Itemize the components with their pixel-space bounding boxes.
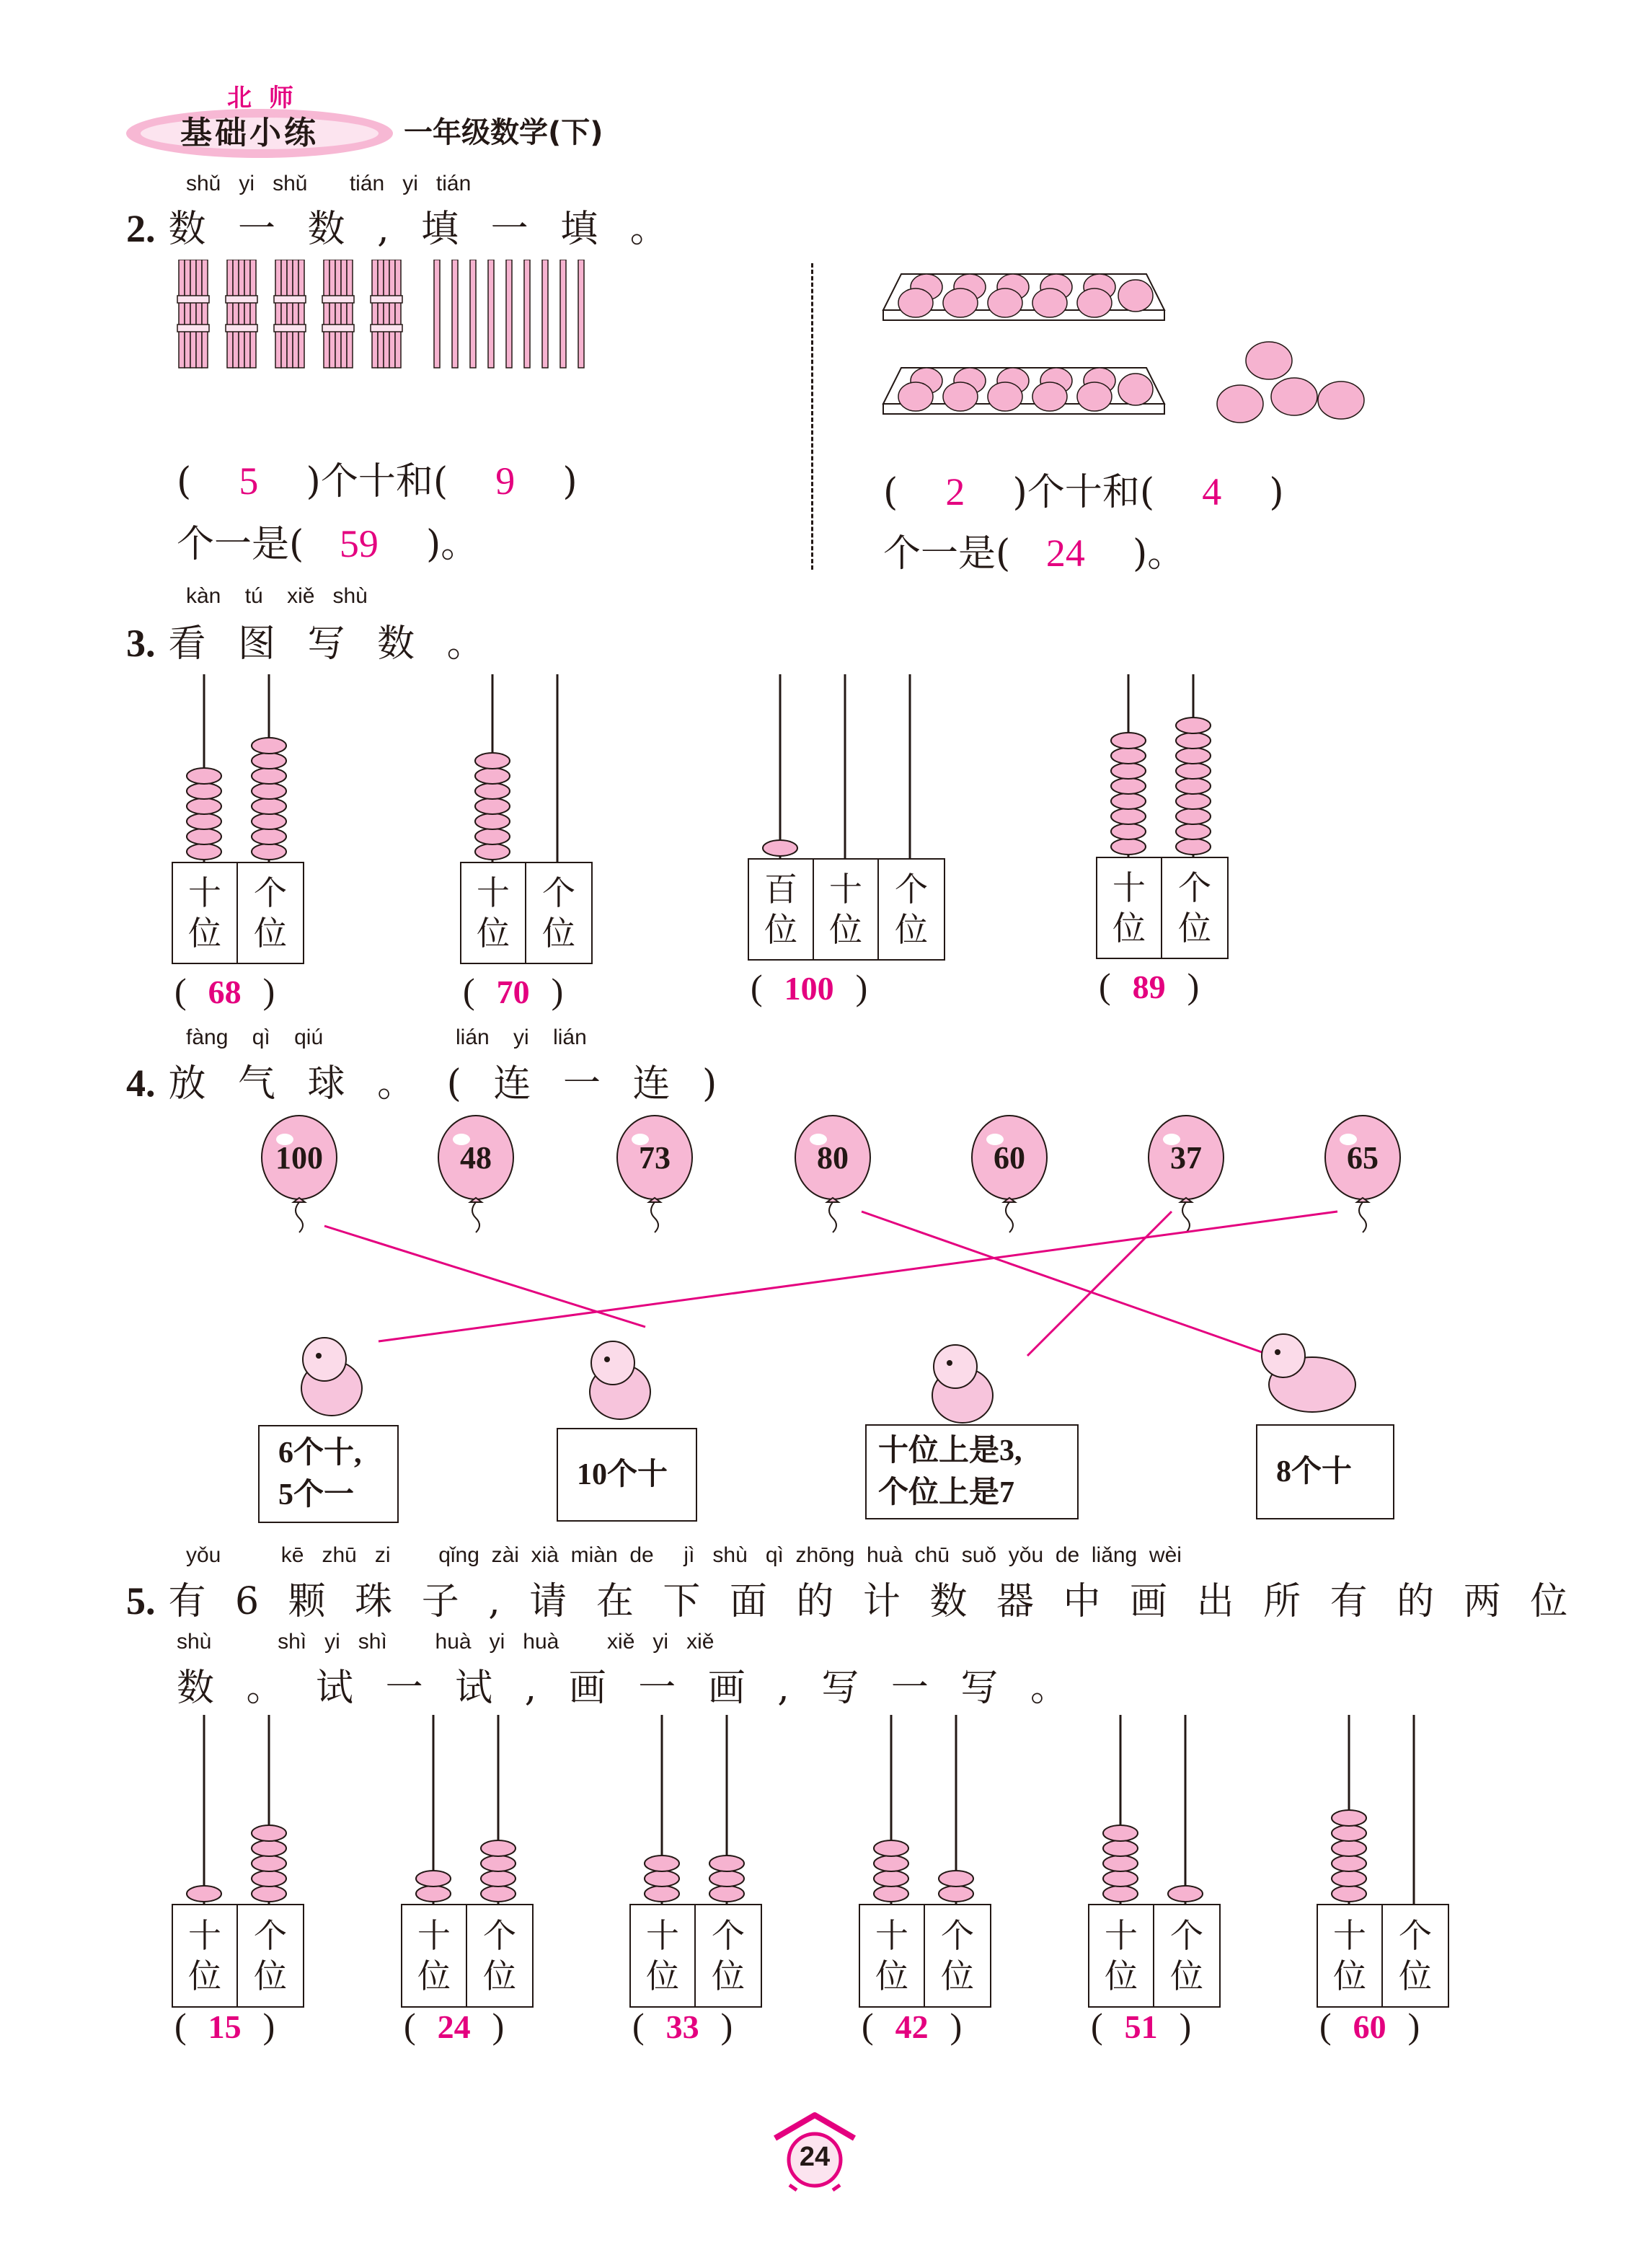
place-value-label bbox=[860, 1905, 925, 2006]
place-value-label-bottom: 位 bbox=[829, 910, 862, 949]
place-value-label bbox=[461, 863, 526, 963]
place-value-box bbox=[172, 1904, 304, 2008]
abacus-bead bbox=[252, 1825, 286, 1841]
match-line bbox=[379, 1212, 1337, 1341]
place-value-label bbox=[1162, 858, 1227, 958]
answer-parentheses: ( 70 ) bbox=[463, 971, 564, 1011]
place-value-label-bottom: 位 bbox=[1178, 909, 1211, 948]
abacus-rods bbox=[629, 1715, 759, 1905]
abacus-bead bbox=[1111, 778, 1146, 794]
answer-value: 60 bbox=[1353, 2008, 1386, 2045]
abacus-bead bbox=[1176, 718, 1211, 733]
abacus-bead bbox=[1103, 1871, 1138, 1887]
place-value-label-bottom: 位 bbox=[254, 1956, 287, 1995]
answer-value: 15 bbox=[208, 2008, 242, 2045]
place-value-label-top: 个 bbox=[1399, 1916, 1432, 1955]
place-value-label-bottom: 位 bbox=[417, 1956, 451, 1995]
abacus-bead bbox=[1103, 1886, 1138, 1902]
place-value-box bbox=[401, 1904, 534, 2008]
abacus-bead bbox=[252, 1840, 286, 1856]
place-value-label-top: 十 bbox=[188, 873, 221, 912]
answer-value: 51 bbox=[1124, 2008, 1158, 2045]
pinyin-q2: shǔ yi shǔ tián yi tián bbox=[186, 172, 472, 195]
abacus-bead bbox=[1111, 733, 1146, 749]
description-card bbox=[865, 1424, 1079, 1519]
abacus-rods bbox=[401, 1715, 531, 1905]
description-card bbox=[557, 1428, 697, 1522]
abacus-rods bbox=[1088, 1715, 1218, 1905]
abacus-rods bbox=[172, 674, 301, 863]
monkey-icon bbox=[932, 1345, 993, 1423]
abacus-bead bbox=[252, 783, 286, 799]
abacus-bead bbox=[252, 753, 286, 769]
answer-parentheses: ( 60 ) bbox=[1319, 2006, 1420, 2046]
abacus-bead bbox=[252, 1856, 286, 1871]
description-card bbox=[258, 1425, 399, 1523]
abacus-bead bbox=[187, 783, 221, 799]
place-value-label-top: 十 bbox=[875, 1916, 908, 1955]
abacus-rods bbox=[859, 1715, 988, 1905]
place-value-box bbox=[1096, 857, 1229, 959]
place-value-label-top: 个 bbox=[712, 1916, 745, 1955]
place-value-label-top: 个 bbox=[941, 1916, 974, 1955]
elephant-icon bbox=[1262, 1334, 1355, 1412]
place-value-box bbox=[172, 862, 304, 964]
place-value-label-top: 十 bbox=[1105, 1916, 1138, 1955]
abacus-bead bbox=[1111, 824, 1146, 839]
answer-ones-left: 9 bbox=[495, 459, 516, 503]
abacus-bead bbox=[1332, 1856, 1366, 1871]
dog-icon bbox=[301, 1338, 362, 1416]
stick-bundles-image bbox=[173, 260, 613, 375]
abacus-bead bbox=[187, 813, 221, 829]
answer-value: 42 bbox=[895, 2008, 929, 2045]
balloon bbox=[617, 1116, 692, 1232]
abacus-rods bbox=[460, 674, 590, 863]
answer-value: 70 bbox=[496, 974, 530, 1010]
abacus-bead bbox=[252, 829, 286, 844]
q4-title: 4. 放 气 球 。 ( 连 一 连 ) bbox=[126, 1062, 727, 1106]
abacus-bead bbox=[481, 1856, 516, 1871]
abacus-bead bbox=[645, 1856, 679, 1871]
place-value-label bbox=[879, 860, 944, 959]
balloon bbox=[1325, 1116, 1400, 1232]
q2-left-line1: ( 5 )个十和( 9 ) bbox=[177, 459, 578, 503]
place-value-label-top: 个 bbox=[1170, 1916, 1203, 1955]
answer-parentheses: ( 89 ) bbox=[1099, 966, 1200, 1006]
place-value-label bbox=[1089, 1905, 1154, 2006]
place-value-label bbox=[1383, 1905, 1448, 2006]
abacus-bead bbox=[1176, 748, 1211, 764]
abacus-bead bbox=[874, 1856, 908, 1871]
abacus-rods bbox=[172, 1715, 301, 1905]
answer-parentheses: ( 68 ) bbox=[174, 971, 275, 1011]
abacus-bead bbox=[187, 1886, 221, 1902]
place-value-box bbox=[1088, 1904, 1221, 2008]
abacus-bead bbox=[1111, 839, 1146, 855]
abacus-bead bbox=[475, 753, 510, 769]
abacus-bead bbox=[1176, 808, 1211, 824]
abacus-bead bbox=[481, 1871, 516, 1887]
answer-value: 33 bbox=[665, 2008, 699, 2045]
abacus-bead bbox=[252, 1886, 286, 1902]
book-title: 一年级数学(下) bbox=[404, 116, 603, 149]
match-line bbox=[862, 1212, 1262, 1352]
place-value-label-top: 个 bbox=[1178, 868, 1211, 907]
abacus-bead bbox=[1103, 1856, 1138, 1871]
place-value-box bbox=[460, 862, 593, 964]
place-value-label-bottom: 位 bbox=[1105, 1956, 1138, 1995]
answer-parentheses: ( 15 ) bbox=[174, 2006, 275, 2046]
place-value-label-bottom: 位 bbox=[646, 1956, 679, 1995]
place-value-label-bottom: 位 bbox=[188, 914, 221, 953]
card-text-line: 十位上是3, bbox=[878, 1434, 1022, 1468]
abacus-bead bbox=[1332, 1886, 1366, 1902]
answer-parentheses: ( 51 ) bbox=[1091, 2006, 1192, 2046]
balloon bbox=[1149, 1116, 1224, 1232]
abacus-bead bbox=[763, 840, 797, 856]
balloon-number: 60 bbox=[994, 1140, 1025, 1175]
q5-line1: 5. 有 6 颗 珠 子 , 请 在 下 面 的 计 数 器 中 画 出 所 有 的 两 位 bbox=[126, 1579, 1577, 1623]
abacus-bead bbox=[1111, 808, 1146, 824]
q3-title: 3. 看 图 写 数 。 bbox=[126, 622, 495, 666]
place-value-label-top: 十 bbox=[1112, 868, 1146, 907]
balloon-string bbox=[1006, 1202, 1013, 1232]
abacus-bead bbox=[475, 829, 510, 844]
abacus-bead bbox=[1176, 839, 1211, 855]
place-value-label-top: 十 bbox=[417, 1916, 451, 1955]
place-value-label-bottom: 位 bbox=[875, 1956, 908, 1995]
animal-eye bbox=[604, 1356, 610, 1362]
description-card bbox=[1256, 1424, 1394, 1519]
place-value-label bbox=[1318, 1905, 1383, 2006]
answer-parentheses: ( 24 ) bbox=[404, 2006, 505, 2046]
place-value-label bbox=[631, 1905, 696, 2006]
balloon-number: 37 bbox=[1170, 1140, 1202, 1175]
answer-value: 24 bbox=[437, 2008, 471, 2045]
answer-total-right: 24 bbox=[1045, 531, 1085, 575]
place-value-label-top: 个 bbox=[254, 873, 287, 912]
answer-ones-right: 4 bbox=[1202, 470, 1222, 513]
abacus-bead bbox=[1168, 1886, 1203, 1902]
place-value-label-top: 个 bbox=[895, 870, 928, 909]
answer-tens-left: 5 bbox=[239, 459, 259, 503]
animal-head bbox=[303, 1338, 346, 1381]
animal-eye bbox=[316, 1353, 322, 1359]
abacus-bead bbox=[709, 1871, 744, 1887]
abacus-bead bbox=[252, 798, 286, 814]
place-value-label-bottom: 位 bbox=[764, 910, 797, 949]
abacus-bead bbox=[252, 844, 286, 860]
abacus-bead bbox=[475, 783, 510, 799]
abacus-bead bbox=[874, 1886, 908, 1902]
balloon-number: 100 bbox=[275, 1140, 323, 1175]
place-value-label bbox=[749, 860, 814, 959]
pinyin-q4: fàng qì qiú bbox=[186, 1025, 324, 1049]
pinyin-q4-b: lián yi lián bbox=[456, 1025, 587, 1049]
place-value-label-bottom: 位 bbox=[477, 914, 510, 953]
place-value-label-bottom: 位 bbox=[188, 1956, 221, 1995]
abacus-bead bbox=[475, 768, 510, 784]
abacus-rods bbox=[748, 674, 942, 860]
abacus-bead bbox=[645, 1871, 679, 1887]
place-value-label bbox=[814, 860, 879, 959]
place-value-label-top: 个 bbox=[483, 1916, 516, 1955]
place-value-label-bottom: 位 bbox=[1399, 1956, 1432, 1995]
card-text-line: 个位上是7 bbox=[878, 1476, 1015, 1509]
abacus-bead bbox=[939, 1886, 973, 1902]
animal-head bbox=[934, 1345, 977, 1388]
place-value-box bbox=[629, 1904, 762, 2008]
answer-parentheses: ( 33 ) bbox=[632, 2006, 733, 2046]
place-value-label-top: 个 bbox=[542, 873, 575, 912]
card-text-line: 5个一 bbox=[278, 1478, 355, 1512]
place-value-label bbox=[173, 863, 238, 963]
abacus-bead bbox=[645, 1886, 679, 1902]
place-value-box bbox=[859, 1904, 991, 2008]
place-value-label bbox=[526, 863, 591, 963]
balloon-string bbox=[296, 1202, 303, 1232]
abacus-bead bbox=[252, 1871, 286, 1887]
balloon-string bbox=[1359, 1202, 1366, 1232]
pinyin-q5-line1: yǒu kē zhū zi qǐng zài xià miàn de jì shù qì zhōng huà chū suǒ yǒu de liǎng wèi bbox=[186, 1543, 1182, 1567]
abacus-bead bbox=[1176, 778, 1211, 794]
abacus-bead bbox=[475, 798, 510, 814]
place-value-label-bottom: 位 bbox=[941, 1956, 974, 1995]
abacus-bead bbox=[1176, 733, 1211, 749]
match-line bbox=[1027, 1212, 1172, 1356]
abacus-rods bbox=[1317, 1715, 1446, 1905]
abacus-bead bbox=[481, 1840, 516, 1856]
abacus-bead bbox=[1332, 1871, 1366, 1887]
pinyin-q3: kàn tú xiě shù bbox=[186, 584, 368, 608]
card-text-line: 10个十 bbox=[577, 1458, 668, 1491]
place-value-label bbox=[467, 1905, 532, 2006]
abacus-bead bbox=[1111, 793, 1146, 809]
q5-line2: 数 。 试 一 试 , 画 一 画 , 写 一 写 。 bbox=[177, 1667, 1078, 1710]
place-value-label-top: 十 bbox=[1333, 1916, 1366, 1955]
abacus-rods bbox=[1096, 674, 1226, 858]
place-value-label bbox=[696, 1905, 761, 2006]
balloon bbox=[795, 1116, 870, 1232]
rabbit-icon bbox=[590, 1341, 650, 1419]
place-value-label bbox=[238, 863, 303, 963]
balloon bbox=[438, 1116, 513, 1232]
abacus-bead bbox=[481, 1886, 516, 1902]
place-value-label bbox=[238, 1905, 303, 2006]
answer-tens-right: 2 bbox=[945, 470, 965, 513]
abacus-bead bbox=[1103, 1825, 1138, 1841]
place-value-label-top: 十 bbox=[646, 1916, 679, 1955]
place-value-label-bottom: 位 bbox=[1170, 1956, 1203, 1995]
card-text-line: 6个十, bbox=[278, 1437, 362, 1470]
place-value-label-bottom: 位 bbox=[1112, 909, 1146, 948]
balloon-string bbox=[829, 1202, 836, 1232]
place-value-label-top: 十 bbox=[188, 1916, 221, 1955]
answer-parentheses: ( 100 ) bbox=[751, 967, 868, 1007]
q2-right-line2: 个一是( 24 )。 bbox=[883, 531, 1185, 575]
abacus-bead bbox=[475, 844, 510, 860]
abacus-bead bbox=[874, 1871, 908, 1887]
abacus-bead bbox=[187, 798, 221, 814]
place-value-label-top: 个 bbox=[254, 1916, 287, 1955]
answer-value: 68 bbox=[208, 974, 242, 1010]
place-value-box bbox=[1317, 1904, 1449, 2008]
q2-title: 2. 数 一 数 , 填 一 填 。 bbox=[126, 207, 678, 251]
abacus-bead bbox=[252, 768, 286, 784]
balloon-string bbox=[651, 1202, 658, 1232]
egg-trays-image bbox=[880, 256, 1384, 444]
abacus-bead bbox=[252, 738, 286, 754]
balloon-number: 73 bbox=[639, 1140, 671, 1175]
balloon-string bbox=[472, 1202, 479, 1232]
abacus-bead bbox=[1111, 763, 1146, 779]
answer-parentheses: ( 42 ) bbox=[862, 2006, 963, 2046]
place-value-label bbox=[925, 1905, 990, 2006]
animal-head bbox=[591, 1341, 634, 1385]
balloon-number: 48 bbox=[460, 1140, 492, 1175]
brand-main: 基础小练 bbox=[180, 115, 319, 151]
place-value-label bbox=[1097, 858, 1162, 958]
balloon-string bbox=[1182, 1202, 1190, 1232]
place-value-label-top: 百 bbox=[764, 870, 797, 909]
place-value-label-bottom: 位 bbox=[483, 1956, 516, 1995]
abacus-bead bbox=[709, 1886, 744, 1902]
abacus-bead bbox=[1103, 1840, 1138, 1856]
balloon bbox=[972, 1116, 1047, 1232]
abacus-bead bbox=[1111, 748, 1146, 764]
balloon bbox=[262, 1116, 337, 1232]
animal-head bbox=[1262, 1334, 1305, 1377]
animal-eye bbox=[1275, 1349, 1280, 1355]
balloon-number: 65 bbox=[1347, 1140, 1379, 1175]
q2-left-line2: 个一是( 59 )。 bbox=[177, 522, 479, 566]
abacus-bead bbox=[252, 813, 286, 829]
abacus-bead bbox=[1176, 793, 1211, 809]
pinyin-q5-line2: shù shì yi shì huà yi huà xiě yi xiě bbox=[177, 1630, 715, 1654]
abacus-bead bbox=[1332, 1825, 1366, 1841]
abacus-bead bbox=[1176, 824, 1211, 839]
place-value-label-top: 十 bbox=[829, 870, 862, 909]
section-divider bbox=[811, 263, 813, 570]
abacus-bead bbox=[1332, 1810, 1366, 1826]
abacus-bead bbox=[187, 768, 221, 784]
answer-value: 100 bbox=[784, 970, 834, 1007]
card-text-line: 8个十 bbox=[1276, 1455, 1353, 1488]
place-value-box bbox=[748, 858, 945, 961]
place-value-label-bottom: 位 bbox=[1333, 1956, 1366, 1995]
balloon-number: 80 bbox=[817, 1140, 849, 1175]
brand-top: 北 师 bbox=[227, 84, 298, 112]
place-value-label bbox=[402, 1905, 467, 2006]
abacus-bead bbox=[1176, 763, 1211, 779]
page-number: 24 bbox=[799, 2142, 831, 2172]
place-value-label-bottom: 位 bbox=[542, 914, 575, 953]
abacus-bead bbox=[939, 1871, 973, 1887]
place-value-label-bottom: 位 bbox=[895, 910, 928, 949]
abacus-bead bbox=[874, 1840, 908, 1856]
abacus-bead bbox=[416, 1886, 451, 1902]
answer-total-left: 59 bbox=[339, 522, 379, 565]
animal-eye bbox=[947, 1360, 952, 1366]
q2-right-line1: ( 2 )个十和( 4 ) bbox=[883, 470, 1284, 514]
answer-value: 89 bbox=[1132, 968, 1166, 1005]
abacus-bead bbox=[1332, 1840, 1366, 1856]
abacus-bead bbox=[187, 844, 221, 860]
place-value-label bbox=[173, 1905, 238, 2006]
place-value-label-top: 十 bbox=[477, 873, 510, 912]
abacus-bead bbox=[709, 1856, 744, 1871]
place-value-label bbox=[1154, 1905, 1219, 2006]
place-value-label-bottom: 位 bbox=[712, 1956, 745, 1995]
place-value-label-bottom: 位 bbox=[254, 914, 287, 953]
abacus-bead bbox=[416, 1871, 451, 1887]
abacus-bead bbox=[475, 813, 510, 829]
abacus-bead bbox=[187, 829, 221, 844]
